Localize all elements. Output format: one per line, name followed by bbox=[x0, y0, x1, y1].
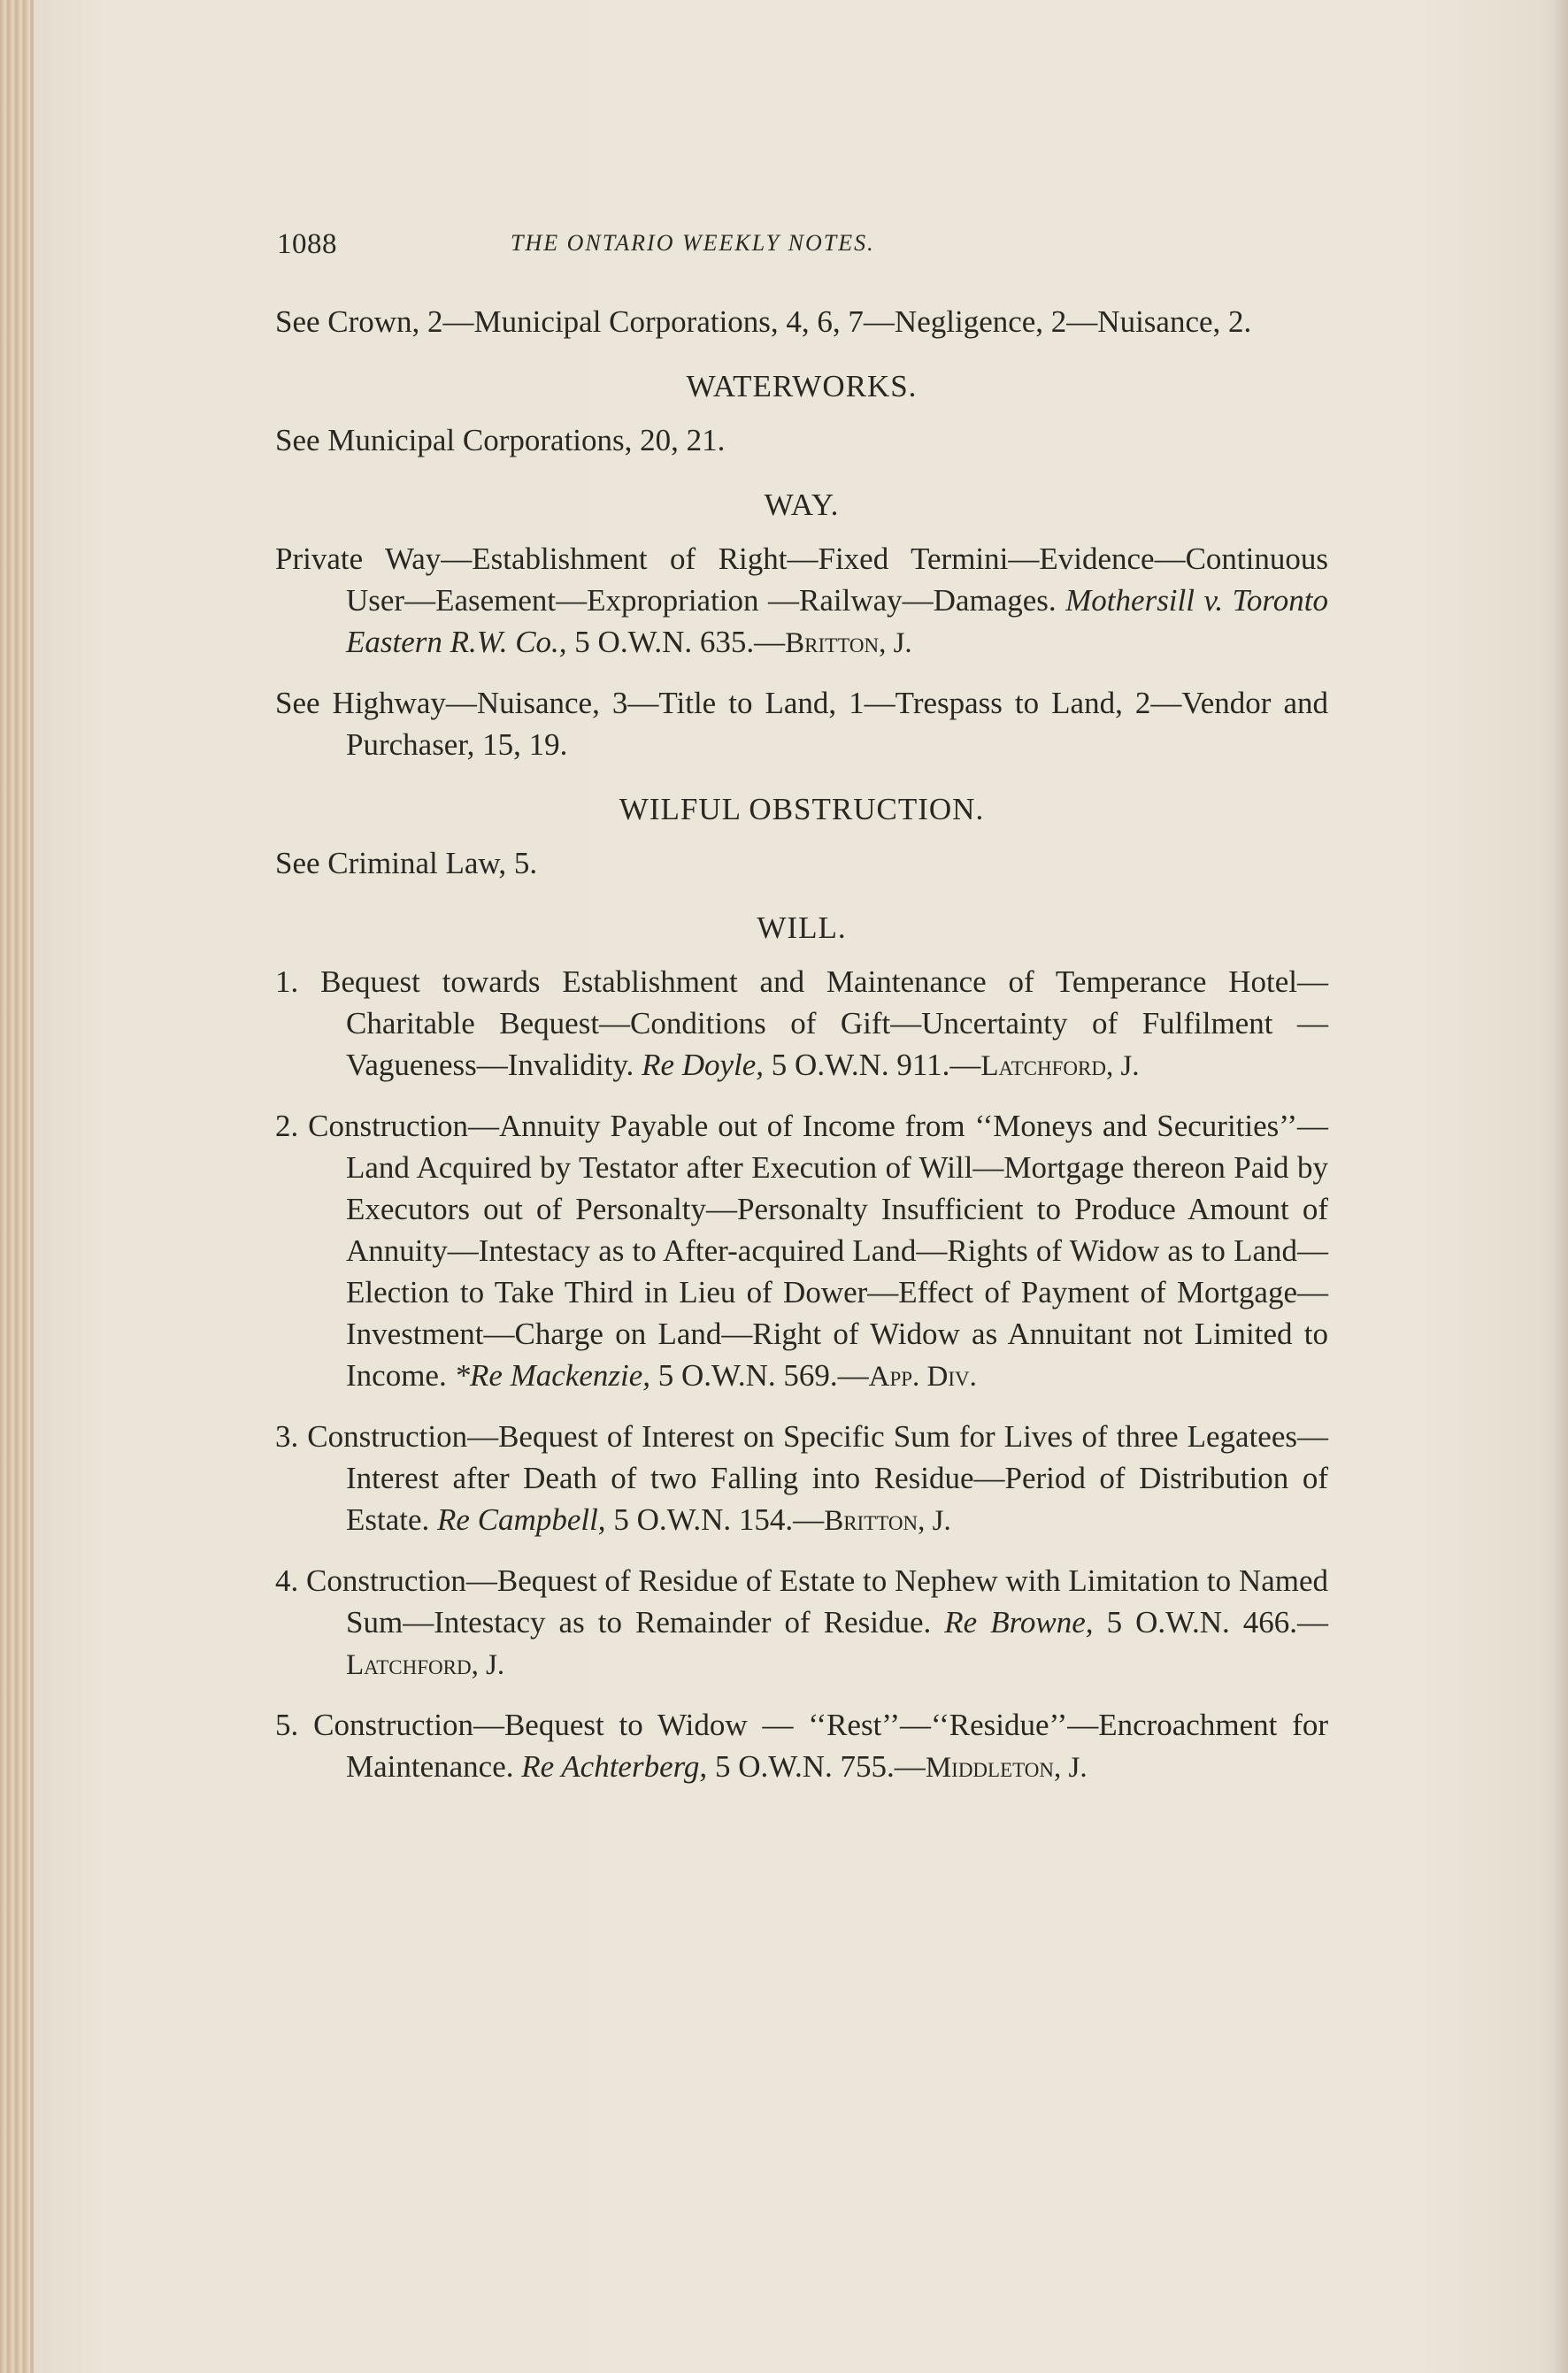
case-name: *Re Mackenzie, bbox=[454, 1358, 651, 1393]
journal-title: THE ONTARIO WEEKLY NOTES. bbox=[511, 230, 875, 256]
case-name: Re Browne, bbox=[944, 1605, 1094, 1640]
judge: Britton, J. bbox=[785, 627, 912, 659]
section-heading-waterworks: WATERWORKS. bbox=[686, 369, 918, 403]
way-entry-see-also bbox=[275, 682, 1328, 765]
wilful-obstruction-entry bbox=[275, 842, 1328, 884]
cross-reference-entry bbox=[275, 301, 1328, 342]
entry-number: 2. bbox=[275, 1109, 299, 1143]
will-entry-4 bbox=[275, 1560, 1328, 1686]
entry-text: Bequest towards Establishment and Maintenance of Temperance Hotel—Charitable Bequest—Conditions of Gift—Uncertainty of Fulfilment — Vagueness—Invalidity. bbox=[298, 964, 1328, 1082]
entry-number: 5. bbox=[275, 1708, 299, 1742]
will-entry-3 bbox=[275, 1416, 1328, 1542]
will-entry-5 bbox=[275, 1704, 1328, 1789]
case-name: Re Campbell, bbox=[437, 1502, 606, 1537]
case-name: Mothersill v. Toronto Eastern R.W. Co., bbox=[346, 583, 1328, 659]
page-number: 1088 bbox=[277, 228, 337, 260]
entry-number: 4. bbox=[275, 1563, 299, 1598]
waterworks-entry bbox=[275, 419, 1328, 461]
will-entry-2 bbox=[275, 1105, 1328, 1398]
section-heading-way: WAY. bbox=[764, 488, 840, 522]
running-head bbox=[277, 228, 1330, 264]
entry-text: Construction—Bequest of Residue of Estate to Nephew with Limitation to Named Sum—Intestacy as to Remainder of Residue. bbox=[298, 1563, 1328, 1640]
index-content bbox=[275, 301, 1328, 1807]
section-heading-will: WILL. bbox=[757, 910, 847, 945]
entry-text: See Criminal Law, 5. bbox=[275, 846, 538, 880]
citation: 5 O.W.N. 635.— bbox=[566, 625, 786, 659]
entry-text: See Crown, 2—Municipal Corporations, 4, 6, 7—Negligence, 2—Nuisance, 2. bbox=[275, 304, 1252, 339]
entry-text: Construction—Bequest to Widow — ‘‘Rest’’—‘‘Residue’’—Encroachment for Maintenance. bbox=[298, 1708, 1328, 1784]
judge: Latchford, J. bbox=[980, 1050, 1140, 1082]
citation: 5 O.W.N. 466.— bbox=[1093, 1605, 1328, 1640]
case-name: Re Doyle, bbox=[642, 1048, 765, 1082]
judge: Latchford, J. bbox=[346, 1649, 505, 1681]
will-entry-1 bbox=[275, 961, 1328, 1087]
way-entry-private-way bbox=[275, 538, 1328, 664]
entry-text: Construction—Bequest of Interest on Specific Sum for Lives of three Legatees—Interest after Death of two Falling into Residue—Period of Distribution of Estate. bbox=[298, 1419, 1328, 1537]
entry-text: See Highway—Nuisance, 3—Title to Land, 1—Trespass to Land, 2—Vendor and Purchaser, 15, 19. bbox=[275, 686, 1328, 762]
case-name: Re Achterberg, bbox=[521, 1749, 708, 1784]
citation: 5 O.W.N. 755.— bbox=[707, 1749, 926, 1784]
entry-text: See Municipal Corporations, 20, 21. bbox=[275, 423, 726, 457]
judge: Britton, J. bbox=[824, 1505, 951, 1537]
entry-text: Private Way—Establishment of Right—Fixed Termini—Evidence—Continuous User—Easement—Expropriation —Railway—Damages. bbox=[275, 541, 1328, 618]
entry-text: Construction—Annuity Payable out of Income from ‘‘Moneys and Securities’’—Land Acquired by Testator after Execution of Will—Mortgage thereon Paid by Executors out of Personalty—Personalty Insufficient to Produce Amount of Annuity—Intestacy as to After-acquired Land—Rights of Widow as to Land—Election to Take Third in Lieu of Dower—Effect of Payment of Mortgage—Investment—Charge on Land—Right of Widow as Annuitant not Limited to Income. bbox=[298, 1109, 1328, 1393]
judge: Middleton, J. bbox=[925, 1752, 1088, 1784]
judge: App. Div. bbox=[868, 1361, 977, 1393]
book-spine-edge bbox=[0, 0, 34, 2373]
citation: 5 O.W.N. 154.— bbox=[605, 1502, 825, 1537]
section-heading-wilful-obstruction: WILFUL OBSTRUCTION. bbox=[619, 792, 985, 826]
page-right-edge bbox=[1552, 0, 1568, 2373]
entry-number: 1. bbox=[275, 964, 299, 999]
citation: 5 O.W.N. 569.— bbox=[650, 1358, 869, 1393]
entry-number: 3. bbox=[275, 1419, 299, 1454]
citation: 5 O.W.N. 911.— bbox=[764, 1048, 981, 1082]
